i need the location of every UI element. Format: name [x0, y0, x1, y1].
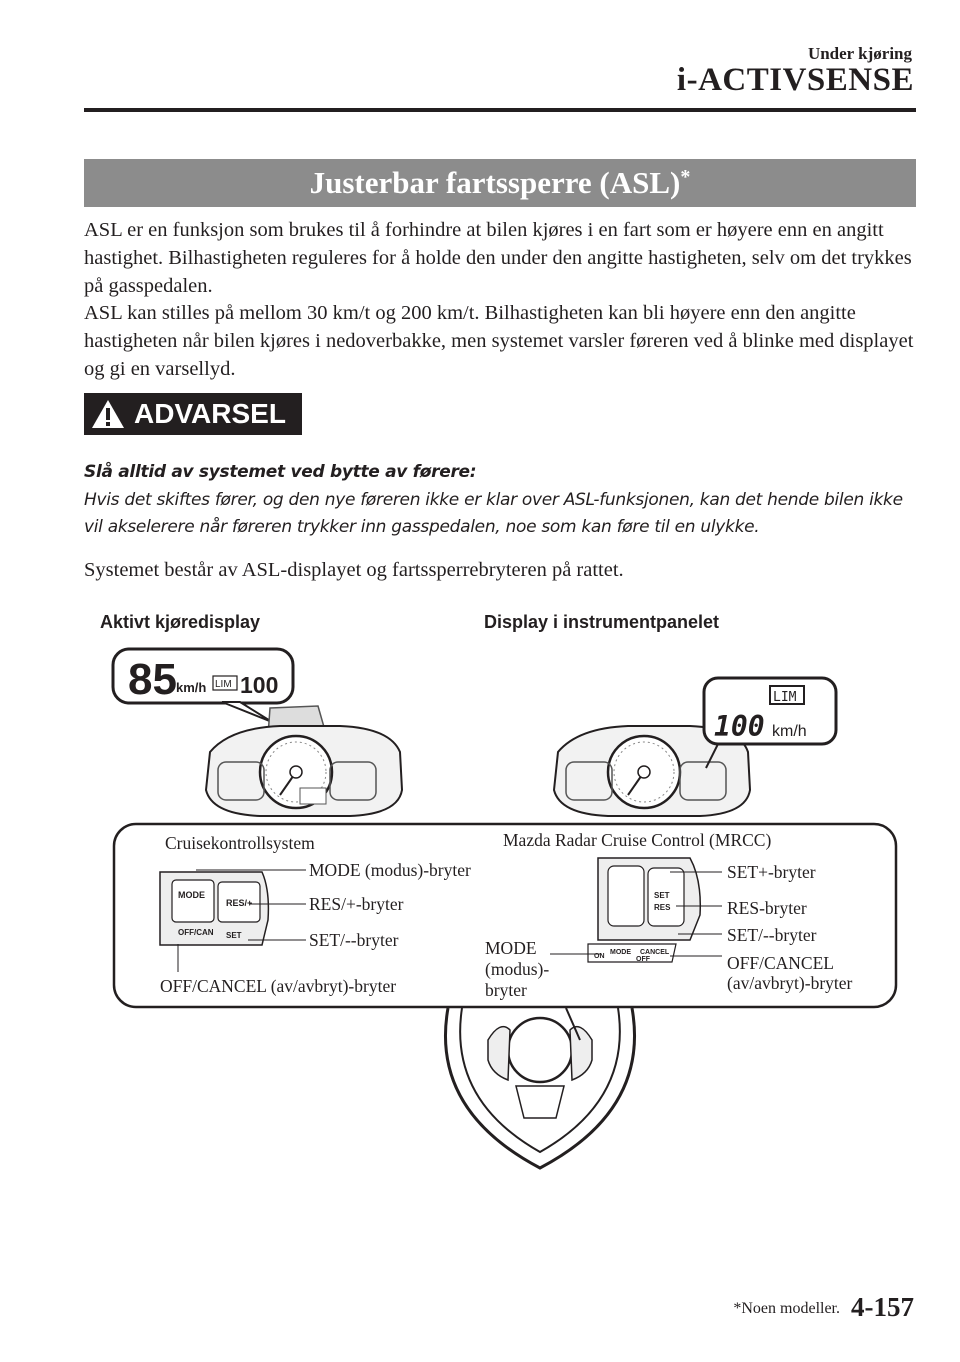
cruise-btn-off: OFF/CAN [178, 928, 214, 937]
chapter-title: i-ACTIVSENSE [676, 62, 914, 98]
hud-display [113, 649, 293, 722]
cruise-title: Cruisekontrollsystem [165, 833, 315, 853]
cruise-off-label: OFF/CANCEL (av/avbryt)-bryter [160, 976, 397, 996]
mrcc-btn-on: ON [594, 953, 605, 960]
intro-paragraph-2: ASL kan stilles på mellom 30 km/t og 200 km/t. Bilhastigheten kan bli høyere enn den angitte hastigheten når bilen kjøres i nedoverbakke, men systemet varsler føreren ved å blinke med displayet og gi en varsellyd. [84, 302, 914, 380]
section-label: Under kjøring [807, 44, 912, 63]
cruise-set-label: SET/--bryter [309, 930, 399, 950]
mrcc-off-label-2: (av/avbryt)-bryter [727, 973, 853, 993]
mrcc-btn-off: OFF [636, 956, 650, 963]
intro-paragraph-1: ASL er en funksjon som brukes til å forhindre at bilen kjøres i en fart som er høyere enn en angitt hastighet. Bilhastigheten reguleres for å holde den under den angitte hastigheten, selv om det trykkes på gasspedalen. [84, 219, 912, 297]
cruise-btn-res: RES/+ [226, 898, 253, 908]
steering-wheel [445, 1008, 634, 1168]
mrcc-mode-label-3: bryter [485, 980, 527, 1000]
mrcc-set-minus-label: SET/--bryter [727, 925, 817, 945]
warning-heading: Slå alltid av systemet ved bytte av førere: [84, 462, 477, 482]
mrcc-off-label-1: OFF/CANCEL [727, 953, 834, 973]
mrcc-set-plus-label: SET+-bryter [727, 862, 816, 882]
cluster-value: 100 [714, 710, 765, 743]
hud-speed: 85 [128, 655, 177, 704]
mrcc-btn-mode: MODE [610, 949, 631, 956]
caption-active-display: Aktivt kjøredisplay [100, 612, 261, 632]
cluster-unit: km/h [772, 723, 807, 740]
warning-label: ADVARSEL [134, 398, 286, 429]
cluster-lim: LIM [773, 690, 797, 705]
hud-limit: 100 [240, 672, 279, 698]
cruise-mode-label: MODE (modus)-bryter [309, 860, 471, 880]
system-text: Systemet består av ASL-displayet og fartssperrebryteren på rattet. [84, 559, 624, 581]
title-marker: * [680, 165, 691, 188]
mrcc-mode-label-1: MODE [485, 938, 537, 958]
mrcc-title: Mazda Radar Cruise Control (MRCC) [503, 830, 772, 850]
caption-instrument-display: Display i instrumentpanelet [484, 612, 720, 632]
mrcc-btn-cancel: CANCEL [640, 949, 670, 956]
mrcc-mode-label-2: (modus)- [485, 959, 550, 979]
cruise-res-label: RES/+-bryter [309, 894, 404, 914]
hud-lim: LIM [215, 679, 232, 690]
cruise-btn-set: SET [226, 931, 242, 940]
mrcc-btn-set: SET [654, 891, 670, 900]
page-number: 4-157 [851, 1292, 914, 1322]
title-text: Justerbar fartssperre (ASL) [309, 165, 681, 200]
cruise-btn-mode: MODE [178, 890, 205, 900]
footnote: *Noen modeller. [733, 1300, 840, 1317]
warning-body: Hvis det skiftes fører, og den nye føreren ikke er klar over ASL-funksjonen, kan det hende bilen ikke vil akselerere når føreren trykker inn gasspedalen, noe som kan føre til en ulykke. [84, 490, 903, 537]
hud-unit: km/h [176, 680, 207, 695]
mrcc-btn-res: RES [654, 903, 671, 912]
mrcc-res-label: RES-bryter [727, 898, 807, 918]
left-instrument-cluster [206, 726, 402, 816]
